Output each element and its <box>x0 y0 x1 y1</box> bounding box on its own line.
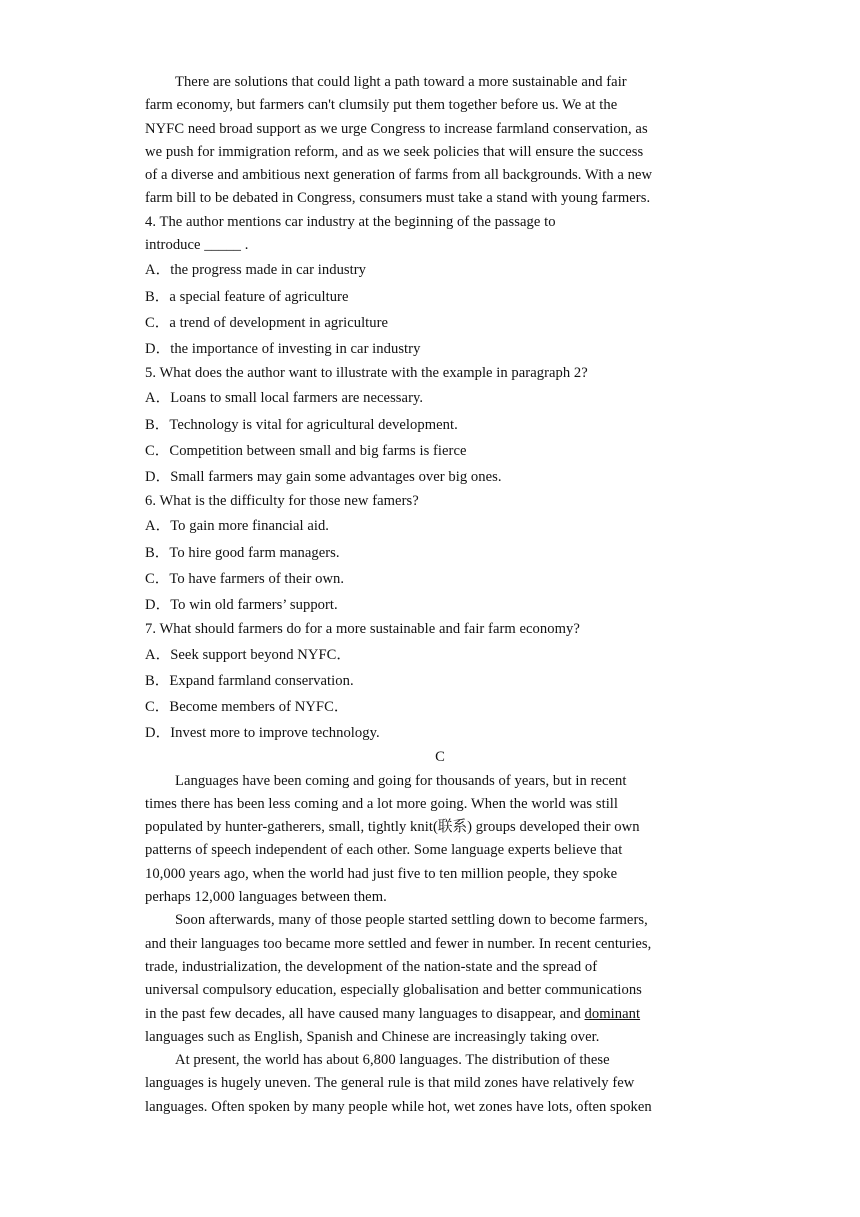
paragraph-line: we push for immigration reform, and as we seek policies that will ensure the success <box>145 143 644 160</box>
paragraph-line: universal compulsory education, especially globalisation and better communications <box>145 982 642 999</box>
paragraph-line: languages is hugely uneven. The general rule is that mild zones have relatively few <box>145 1075 635 1092</box>
paragraph-text: in the past few decades, all have caused many languages to disappear, and <box>145 1005 585 1022</box>
question-4 <box>145 211 735 362</box>
option-c: C．Competition between small and big farms is fierce <box>145 442 467 459</box>
option-b: B．To hire good farm managers. <box>145 544 340 561</box>
paragraph-line: languages. Often spoken by many people while hot, wet zones have lots, often spoken <box>145 1098 652 1115</box>
passage-b-final-paragraph <box>145 71 735 211</box>
passage-c-paragraph-3 <box>145 1049 735 1119</box>
paragraph-line: There are solutions that could light a path toward a more sustainable and fair <box>175 74 627 90</box>
paragraph-line: perhaps 12,000 languages between them. <box>145 889 387 906</box>
underlined-word: dominant <box>584 1005 641 1022</box>
paragraph-line: Soon afterwards, many of those people started settling down to become farmers, <box>175 912 648 929</box>
option-a: A．the progress made in car industry <box>145 262 367 279</box>
paragraph-line: At present, the world has about 6,800 languages. The distribution of these <box>175 1052 610 1069</box>
option-c: C．To have farmers of their own. <box>145 570 345 587</box>
option-a: A．To gain more financial aid. <box>145 518 330 535</box>
question-5 <box>145 362 735 490</box>
question-stem: 6. What is the difficulty for those new famers? <box>145 493 419 510</box>
paragraph-line <box>145 1003 735 1026</box>
option-c: C．a trend of development in agriculture <box>145 314 389 331</box>
option-a: A．Seek support beyond NYFC． <box>145 646 352 663</box>
paragraph-line: patterns of speech independent of each other. Some language experts believe that <box>145 842 623 859</box>
option-d: D．Invest more to improve technology. <box>145 725 380 742</box>
question-6 <box>145 490 735 618</box>
option-b: B．Technology is vital for agricultural development. <box>145 416 458 433</box>
option-d: D．the importance of investing in car industry <box>145 340 421 357</box>
paragraph-line: populated by hunter-gatherers, small, tightly knit(联系) groups developed their own <box>145 819 640 836</box>
option-c: C．Become members of NYFC． <box>145 698 349 715</box>
paragraph-line: trade, industrialization, the development of the nation-state and the spread of <box>145 958 598 975</box>
option-d: D．Small farmers may gain some advantages over big ones. <box>145 468 502 485</box>
passage-c-paragraph-2 <box>145 909 735 1049</box>
paragraph-line: and their languages too became more settled and fewer in number. In recent centuries, <box>145 935 652 952</box>
question-stem: 5. What does the author want to illustrate with the example in paragraph 2? <box>145 365 588 382</box>
paragraph-line: 10,000 years ago, when the world had just five to ten million people, they spoke <box>145 865 618 882</box>
paragraph-line: NYFC need broad support as we urge Congress to increase farmland conservation, as <box>145 120 648 137</box>
paragraph-line: of a diverse and ambitious next generation of farms from all backgrounds. With a new <box>145 167 653 184</box>
passage-c-paragraph-1 <box>145 770 735 910</box>
document-content <box>145 71 735 1119</box>
option-b: B．Expand farmland conservation. <box>145 672 354 689</box>
question-stem: 4. The author mentions car industry at the beginning of the passage to <box>145 213 556 230</box>
option-d: D．To win old farmers’ support. <box>145 597 338 614</box>
section-heading: C <box>435 749 445 766</box>
paragraph-line: languages such as English, Spanish and Chinese are increasingly taking over. <box>145 1028 600 1045</box>
paragraph-line: farm economy, but farmers can't clumsily put them together before us. We at the <box>145 97 618 114</box>
question-stem: 7. What should farmers do for a more sustainable and fair farm economy? <box>145 621 580 638</box>
question-stem: introduce _____ . <box>145 237 249 254</box>
paragraph-line: Languages have been coming and going for thousands of years, but in recent <box>175 772 627 789</box>
option-b: B．a special feature of agriculture <box>145 288 349 305</box>
question-7 <box>145 618 735 746</box>
paragraph-line: farm bill to be debated in Congress, consumers must take a stand with young farmers. <box>145 190 651 207</box>
paragraph-line: times there has been less coming and a lot more going. When the world was still <box>145 795 619 812</box>
option-a: A．Loans to small local farmers are necessary. <box>145 390 424 407</box>
